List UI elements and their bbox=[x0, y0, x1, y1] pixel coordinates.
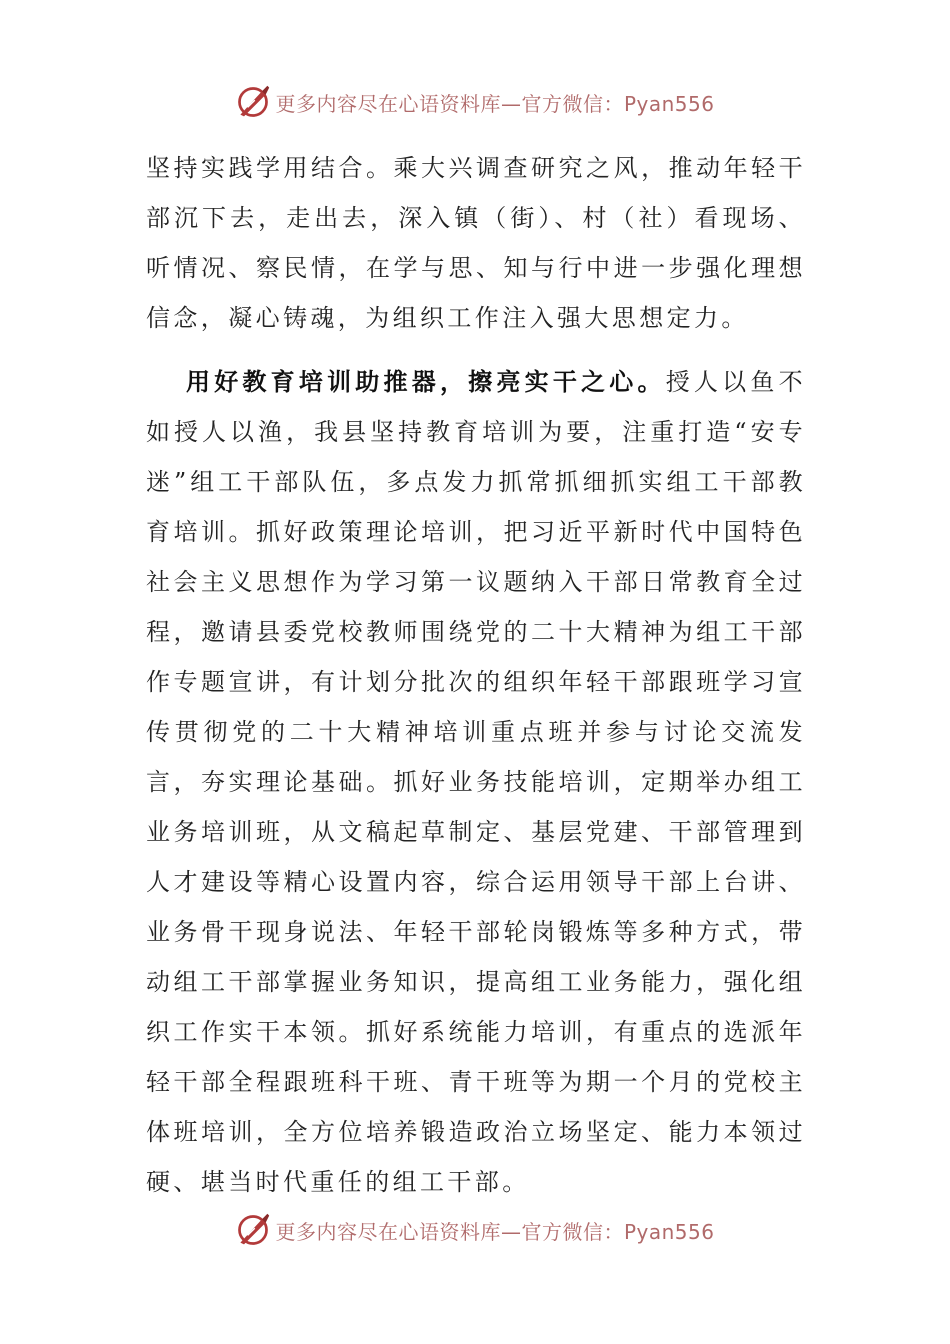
paragraph-2-text: 授人以鱼不如授人以渔，我县坚持教育培训为要，注重打造“安专迷”组工干部队伍，多点发力抓常抓细抓实组工干部教育培训。抓好政策理论培训，把习近平新时代中国特色社会主义思想作为学习第一议题纳入干部日常教育全过程，邀请县委党校教师围绕党的二十大精神为组工干部作专题宣讲，有计划分批次的组织年轻干部跟班学习宣传贯彻党的二十大精神培训重点班并参与讨论交流发言，夯实理论基础。抓好业务技能培训，定期举办组工业务培训班，从文稿起草制定、基层党建、干部管理到人才建设等精心设置内容，综合运用领导干部上台讲、业务骨干现身说法、年轻干部轮岗锻炼等多种方式，带动组工干部掌握业务知识，提高组工业务能力，强化组织工作实干本领。抓好系统能力培训，有重点的选派年轻干部全程跟班科干班、青干班等为期一个月的党校主体班培训，全方位培养锻造政治立场坚定、能力本领过硬、堪当时代重任的组工干部。 bbox=[146, 368, 806, 1196]
paragraph-2-heading: 用好教育培训助推器，擦亮实干之心。 bbox=[186, 367, 666, 396]
quill-logo-icon bbox=[235, 84, 271, 120]
header-banner bbox=[0, 82, 950, 122]
header-banner-text: 更多内容尽在心语资料库—官方微信：Pyan556 bbox=[275, 91, 715, 116]
document-body bbox=[146, 143, 806, 1207]
footer-banner-text: 更多内容尽在心语资料库—官方微信：Pyan556 bbox=[275, 1219, 715, 1244]
quill-logo-icon bbox=[235, 1212, 271, 1248]
paragraph-1: 坚持实践学用结合。乘大兴调查研究之风，推动年轻干部沉下去，走出去，深入镇（街）、村（社）看现场、听情况、察民情，在学与思、知与行中进一步强化理想信念，凝心铸魂，为组织工作注入强大思想定力。 bbox=[146, 154, 806, 332]
paragraph-2 bbox=[146, 357, 806, 1207]
footer-banner bbox=[0, 1210, 950, 1250]
